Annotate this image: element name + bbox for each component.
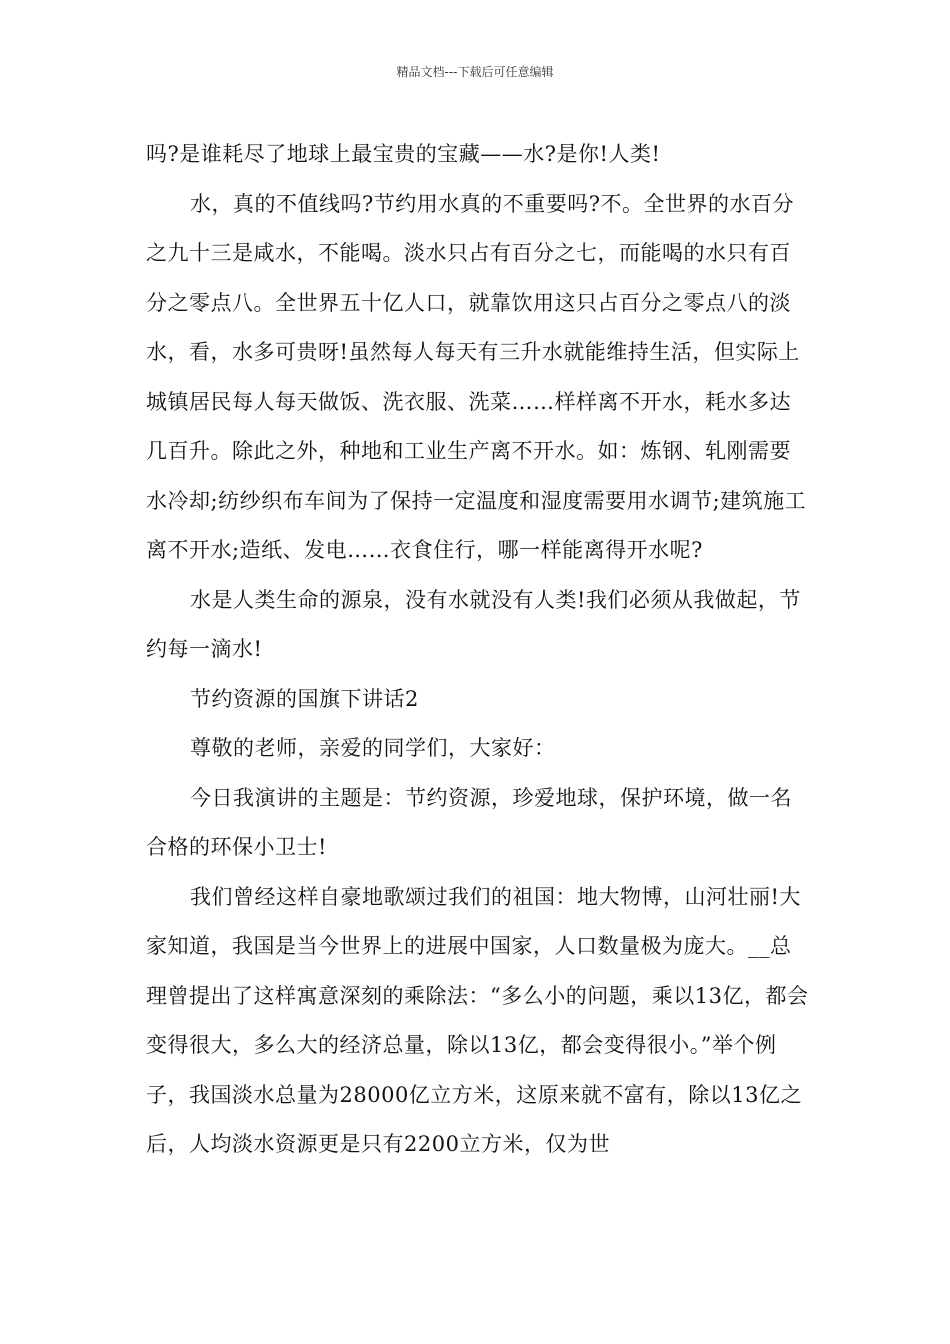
section-title: 节约资源的国旗下讲话2 — [190, 686, 419, 711]
document-body — [146, 130, 810, 1170]
paragraph-theme: 今日我演讲的主题是：节约资源，珍爱地球，保护环境，做一名合格的环保小卫士! — [146, 785, 792, 859]
paragraph-continuation: 吗?是谁耗尽了地球上最宝贵的宝藏——水?是你!人类! — [146, 142, 661, 166]
paragraph-greeting: 尊敬的老师，亲爱的同学们，大家好： — [190, 736, 556, 760]
paragraph-country: 我们曾经这样自豪地歌颂过我们的祖国：地大物博，山河壮丽!大家知道，我国是当今世界上的进展中国家，人口数量极为庞大。__总理曾提出了这样寓意深刻的乘除法：“多么小的问题，乘以13亿，都会变得很大，多么大的经济总量，除以13亿，都会变得很小。”举个例子，我国淡水总量为28000亿立方米，这原来就不富有，除以13亿之后，人均淡水资源更是只有2200立方米，仅为世 — [146, 884, 809, 1156]
paragraph-water-conclusion: 水是人类生命的源泉，没有水就没有人类!我们必须从我做起，节约每一滴水! — [146, 587, 801, 661]
paragraph-water-facts: 水，真的不值线吗?节约用水真的不重要吗?不。全世界的水百分之九十三是咸水，不能喝。淡水只占有百分之七，而能喝的水只有百分之零点八。全世界五十亿人口，就靠饮用这只占百分之零点八的淡水，看，水多可贵呀!虽然每人每天有三升水就能维持生活，但实际上城镇居民每人每天做饭、洗衣服、洗菜……样样离不开水，耗水多达几百升。除此之外，种地和工业生产离不开水。如：炼钢、轧刚需要水冷却;纺纱织布车间为了保持一定温度和湿度需要用水调节;建筑施工离不开水;造纸、发电……衣食住行，哪一样能离得开水呢? — [146, 191, 807, 562]
page-header: 精品文档---下载后可任意编辑 — [396, 65, 554, 79]
